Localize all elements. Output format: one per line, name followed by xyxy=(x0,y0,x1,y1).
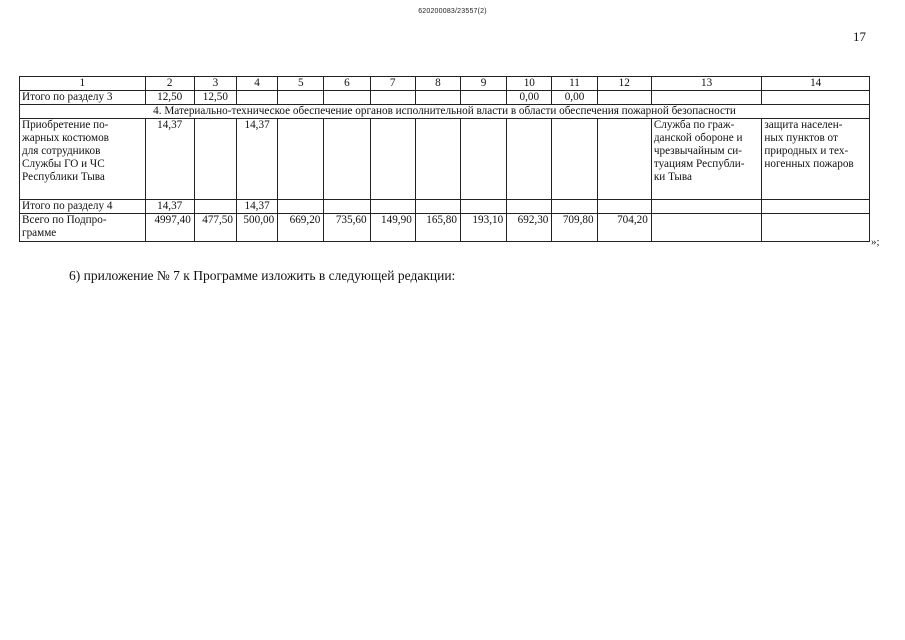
table-cell xyxy=(194,200,236,214)
table-cell: Всего по Подпро- грамме xyxy=(20,214,146,242)
table-cell: 165,80 xyxy=(415,214,460,242)
table-cell xyxy=(324,119,370,200)
amendment-paragraph: 6) приложение № 7 к Программе изложить в следующей редакции: xyxy=(69,268,456,283)
header-cell: 3 xyxy=(194,77,236,91)
table-cell xyxy=(370,119,415,200)
header-cell: 2 xyxy=(145,77,194,91)
header-cell: 11 xyxy=(552,77,597,91)
table-cell xyxy=(460,91,506,105)
table-cell xyxy=(278,200,324,214)
table-cell: 709,80 xyxy=(552,214,597,242)
table-cell xyxy=(507,119,552,200)
header-cell: 7 xyxy=(370,77,415,91)
table-cell xyxy=(278,91,324,105)
header-cell: 6 xyxy=(324,77,370,91)
table-cell: Приобретение по- жарных костюмов для сотрудников Службы ГО и ЧС Республики Тыва xyxy=(20,119,146,200)
table-cell xyxy=(460,119,506,200)
header-cell: 1 xyxy=(20,77,146,91)
table-cell xyxy=(651,214,762,242)
table-cell: 193,10 xyxy=(460,214,506,242)
table-cell xyxy=(324,91,370,105)
table-cell: 149,90 xyxy=(370,214,415,242)
table-cell: 477,50 xyxy=(194,214,236,242)
table-cell xyxy=(415,91,460,105)
table-cell xyxy=(597,91,651,105)
page-number: 17 xyxy=(853,29,866,44)
table-row xyxy=(20,119,870,200)
table-cell: 12,50 xyxy=(194,91,236,105)
header-cell: 4 xyxy=(236,77,277,91)
table-cell: Итого по разделу 3 xyxy=(20,91,146,105)
table-cell xyxy=(597,200,651,214)
table-cell: 0,00 xyxy=(507,91,552,105)
table-cell xyxy=(651,200,762,214)
table-cell xyxy=(415,200,460,214)
table-cell xyxy=(194,119,236,200)
table-cell: Итого по разделу 4 xyxy=(20,200,146,214)
table-cell xyxy=(552,200,597,214)
header-cell: 13 xyxy=(651,77,762,91)
table-cell: 4997,40 xyxy=(145,214,194,242)
table-cell: 14,37 xyxy=(145,119,194,200)
table-cell xyxy=(415,119,460,200)
table-cell xyxy=(762,91,870,105)
table-cell: защита населен- ных пунктов от природных и тех- ногенных пожаров xyxy=(762,119,870,200)
table-cell xyxy=(370,91,415,105)
table-cell: 14,37 xyxy=(236,200,277,214)
table-cell: 692,30 xyxy=(507,214,552,242)
table-row xyxy=(20,214,870,242)
table-cell xyxy=(762,214,870,242)
header-cell: 8 xyxy=(415,77,460,91)
table-cell: 0,00 xyxy=(552,91,597,105)
document-id: 620200083/23557(2) xyxy=(418,8,487,15)
table-cell xyxy=(370,200,415,214)
header-cell: 10 xyxy=(507,77,552,91)
header-cell: 5 xyxy=(278,77,324,91)
table-row xyxy=(20,91,870,105)
header-cell: 9 xyxy=(460,77,506,91)
table-cell xyxy=(278,119,324,200)
table-cell xyxy=(651,91,762,105)
header-cell: 12 xyxy=(597,77,651,91)
table-cell xyxy=(460,200,506,214)
table-cell: Служба по граж- данской обороне и чрезвычайным си- туациям Республи- ки Тыва xyxy=(651,119,762,200)
table-header-row xyxy=(20,77,870,91)
table-cell: 12,50 xyxy=(145,91,194,105)
table-cell: 669,20 xyxy=(278,214,324,242)
closing-quote-mark: »; xyxy=(871,236,880,248)
table-cell xyxy=(507,200,552,214)
table-cell xyxy=(324,200,370,214)
budget-table xyxy=(19,76,870,242)
header-cell: 14 xyxy=(762,77,870,91)
section-heading: 4. Материально-техническое обеспечение органов исполнительной власти в области обеспечения пожарной безопасности xyxy=(20,105,870,119)
table-cell xyxy=(552,119,597,200)
table-cell xyxy=(762,200,870,214)
table-cell xyxy=(236,91,277,105)
table-cell xyxy=(597,119,651,200)
table-cell: 704,20 xyxy=(597,214,651,242)
table-cell: 14,37 xyxy=(145,200,194,214)
table-cell: 735,60 xyxy=(324,214,370,242)
table-cell: 500,00 xyxy=(236,214,277,242)
section-heading-row xyxy=(20,105,870,119)
table-row xyxy=(20,200,870,214)
table-cell: 14,37 xyxy=(236,119,277,200)
